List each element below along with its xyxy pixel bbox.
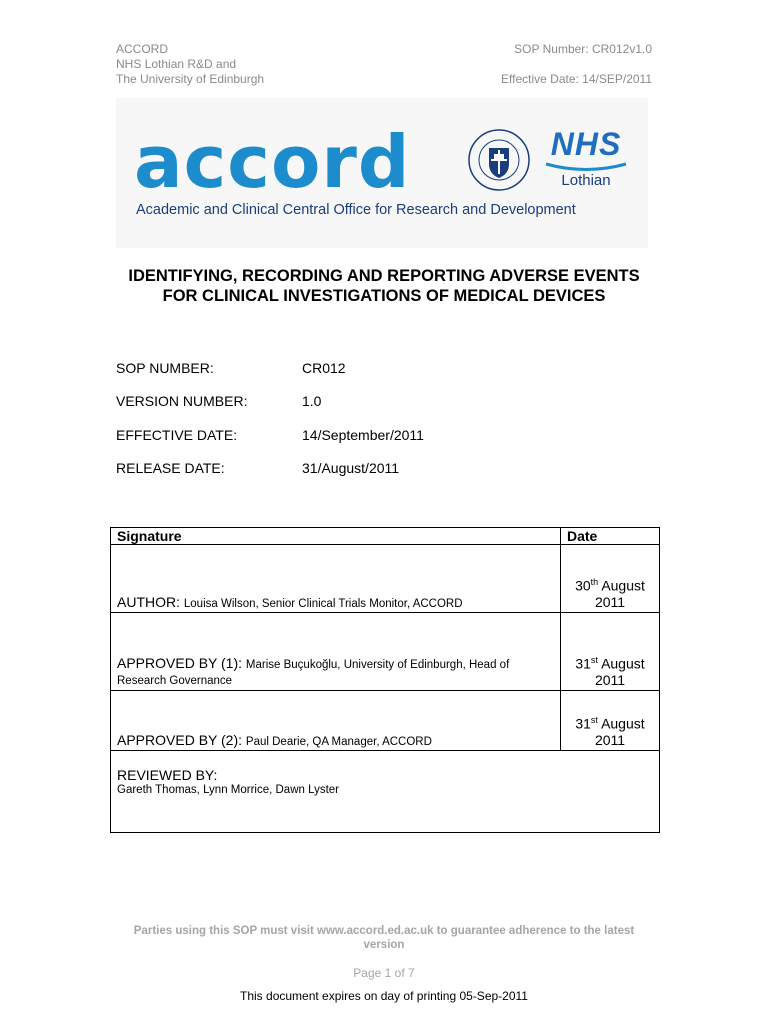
nhs-logo [544,128,628,189]
header-sop-number: SOP Number: CR012v1.0 [514,42,652,56]
signature-header: Signature [111,528,561,545]
meta-label: VERSION NUMBER: [116,393,248,409]
table-row [111,691,660,751]
role-label: APPROVED BY (2): [117,732,243,748]
page-number: Page 1 of 7 [353,966,415,980]
reviewed-cell [111,751,660,833]
reviewed-names: Gareth Thomas, Lynn Morrice, Dawn Lyster [117,784,339,796]
header-effective-date: Effective Date: 14/SEP/2011 [501,72,652,86]
header-left [116,42,264,87]
date-year: 2011 [594,594,626,610]
meta-label: RELEASE DATE: [116,460,225,476]
date-suffix: th [590,577,599,588]
accord-banner [116,98,648,248]
date-day: 31 [575,716,591,732]
header-right [501,42,652,87]
meta-label: EFFECTIVE DATE: [116,427,238,443]
person-name: Marise Buçukoğlu, University of Edinburgh, Head of Research Governance [117,659,510,687]
expiry-notice: This document expires on day of printing 05-Sep-2011 [240,989,528,1003]
date-year: 2011 [594,672,626,688]
header-org-line: The University of Edinburgh [116,72,265,86]
table-row [111,545,660,613]
signature-cell [111,691,561,751]
signature-cell [111,613,561,691]
table-header-row [111,528,660,545]
role-label: AUTHOR: [117,594,180,610]
table-row [111,751,660,833]
date-year: 2011 [594,732,626,748]
date-header: Date [561,528,660,545]
date-day: 30 [575,578,591,594]
date-cell [561,613,660,691]
signature-table [110,527,660,833]
meta-label: SOP NUMBER: [116,360,214,376]
date-month: August [601,656,645,672]
date-cell [561,691,660,751]
university-crest-icon [467,128,531,192]
meta-value: CR012 [302,360,346,376]
date-suffix: st [590,655,598,666]
table-row [111,613,660,691]
date-month: August [601,578,645,594]
lothian-label: Lothian [561,172,611,189]
date-day: 31 [575,656,591,672]
date-month: August [601,716,645,732]
person-name: Paul Dearie, QA Manager, ACCORD [245,736,432,748]
header-org-line: ACCORD [116,42,169,56]
header-org-line: NHS Lothian R&D and [116,57,237,71]
person-name: Louisa Wilson, Senior Clinical Trials Monitor, ACCORD [183,598,463,610]
date-cell [561,545,660,613]
banner-tagline: Academic and Clinical Central Office for Research and Development [136,202,576,218]
role-label: APPROVED BY (1): [117,655,243,671]
adherence-notice: Parties using this SOP must visit www.accord.ed.ac.uk to guarantee adherence to the latest version [133,925,635,951]
meta-value: 31/August/2011 [302,460,400,476]
date-suffix: st [590,715,598,726]
meta-value: 1.0 [302,393,322,409]
accord-logo: accord [134,120,411,204]
reviewed-label: REVIEWED BY: [117,767,218,783]
signature-cell [111,545,561,613]
nhs-wave-icon [544,161,628,171]
document-title: IDENTIFYING, RECORDING AND REPORTING ADVERSE EVENTS FOR CLINICAL INVESTIGATIONS OF MEDICAL DEVICES [128,267,640,305]
nhs-wordmark: NHS [550,126,622,162]
meta-value: 14/September/2011 [302,427,424,443]
